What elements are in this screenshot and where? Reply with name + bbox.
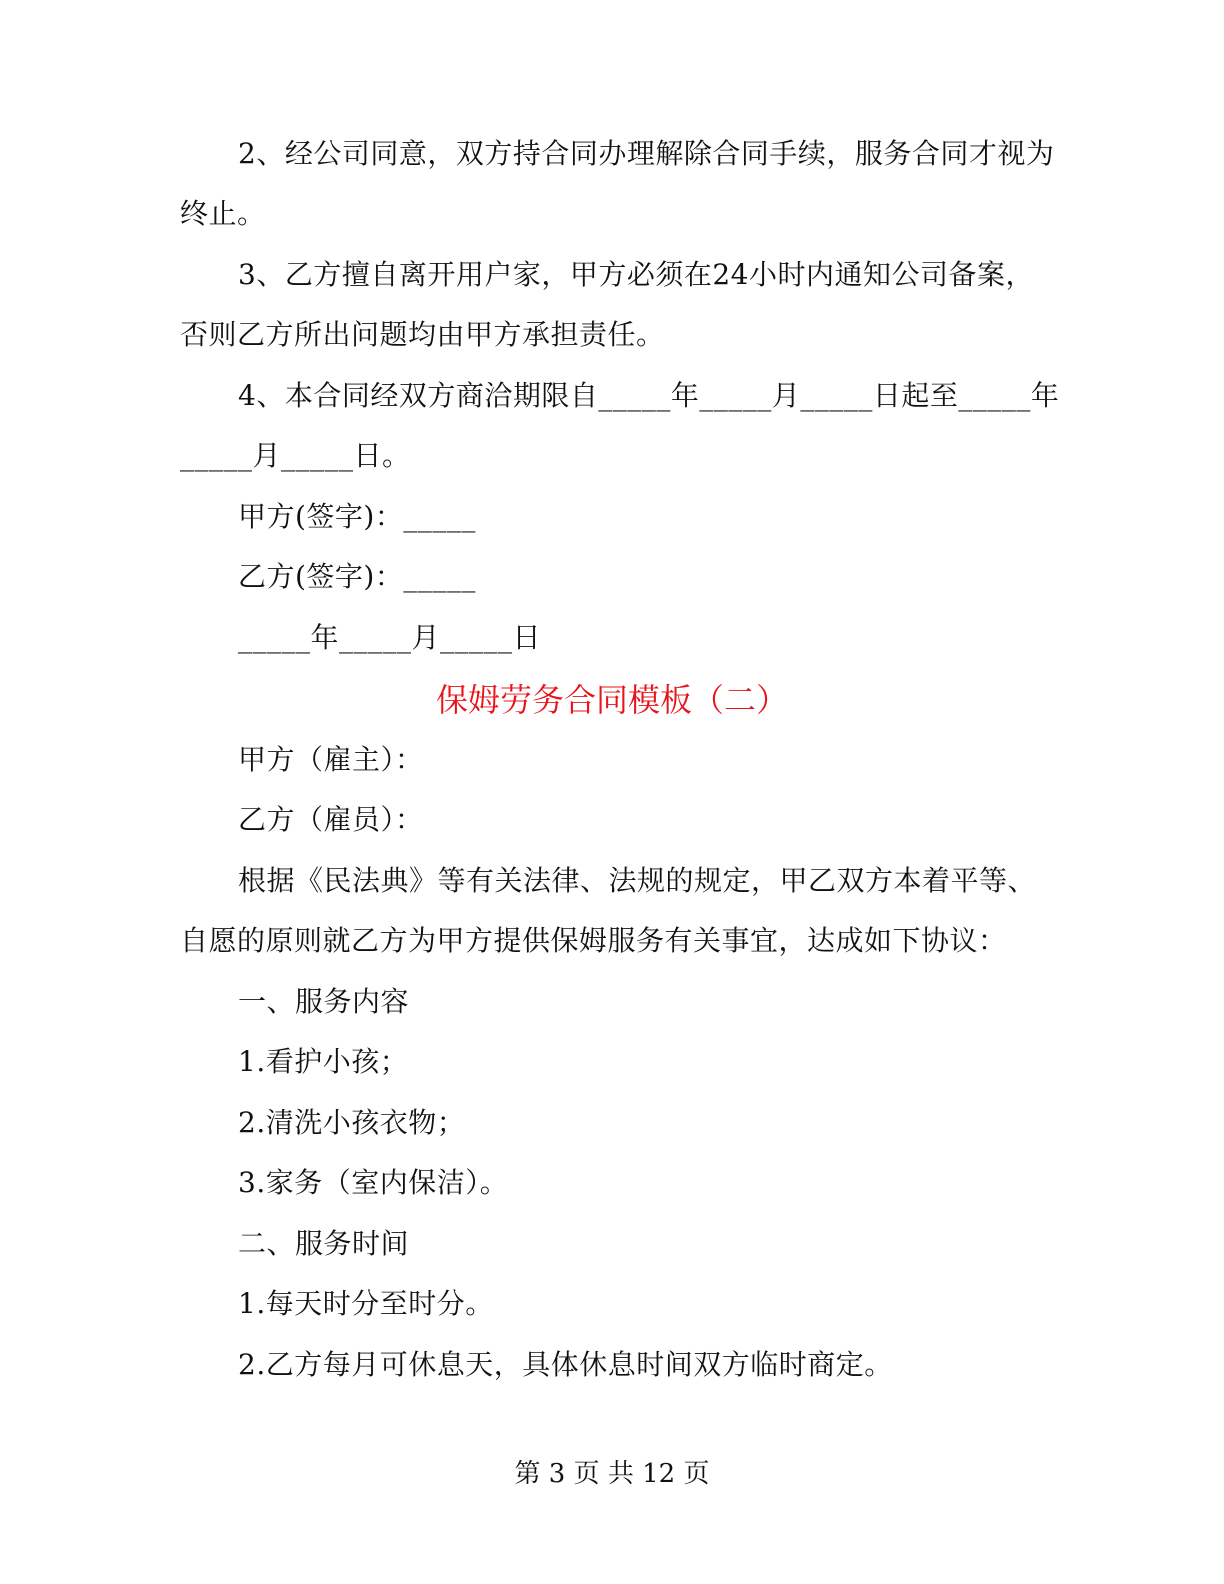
- section-title: 保姆劳务合同模板（二）: [435, 681, 788, 719]
- clause-4-line-2: _____月_____日。: [180, 439, 411, 472]
- clause-3-line-2: 否则乙方所出问题均由甲方承担责任。: [180, 318, 665, 351]
- service-item-3: 3.家务（室内保洁）。: [238, 1166, 509, 1199]
- clause-2-line-1: 2、经公司同意，双方持合同办理解除合同手续，服务合同才视为: [238, 137, 1055, 170]
- preamble-line-1: 根据《民法典》等有关法律、法规的规定，甲乙双方本着平等、: [238, 864, 1037, 897]
- clause-2-line-2: 终止。: [180, 197, 266, 230]
- party-a-signature: 甲方(签字)：_____: [238, 500, 476, 533]
- service-item-2: 2.清洗小孩衣物；: [238, 1106, 466, 1139]
- party-b-signature: 乙方(签字)：_____: [238, 560, 476, 593]
- time-item-1: 1.每天时分至时分。: [238, 1287, 494, 1320]
- heading-service-time: 二、服务时间: [238, 1227, 410, 1260]
- preamble-line-2: 自愿的原则就乙方为甲方提供保姆服务有关事宜，达成如下协议：: [180, 924, 1007, 957]
- time-item-2: 2.乙方每月可休息天，具体休息时间双方临时商定。: [238, 1348, 893, 1381]
- service-item-1: 1.看护小孩；: [238, 1045, 409, 1078]
- employee-line: 乙方（雇员）：: [238, 803, 424, 836]
- signature-date: _____年_____月_____日: [238, 621, 542, 654]
- clause-3-line-1: 3、乙方擅自离开用户家，甲方必须在24小时内通知公司备案，: [238, 258, 1034, 291]
- heading-service-content: 一、服务内容: [238, 985, 410, 1018]
- clause-4-line-1: 4、本合同经双方商洽期限自_____年_____月_____日起至_____年: [238, 379, 1060, 412]
- employer-line: 甲方（雇主）：: [238, 743, 424, 776]
- page-number: 第 3 页 共 12 页: [514, 1459, 710, 1489]
